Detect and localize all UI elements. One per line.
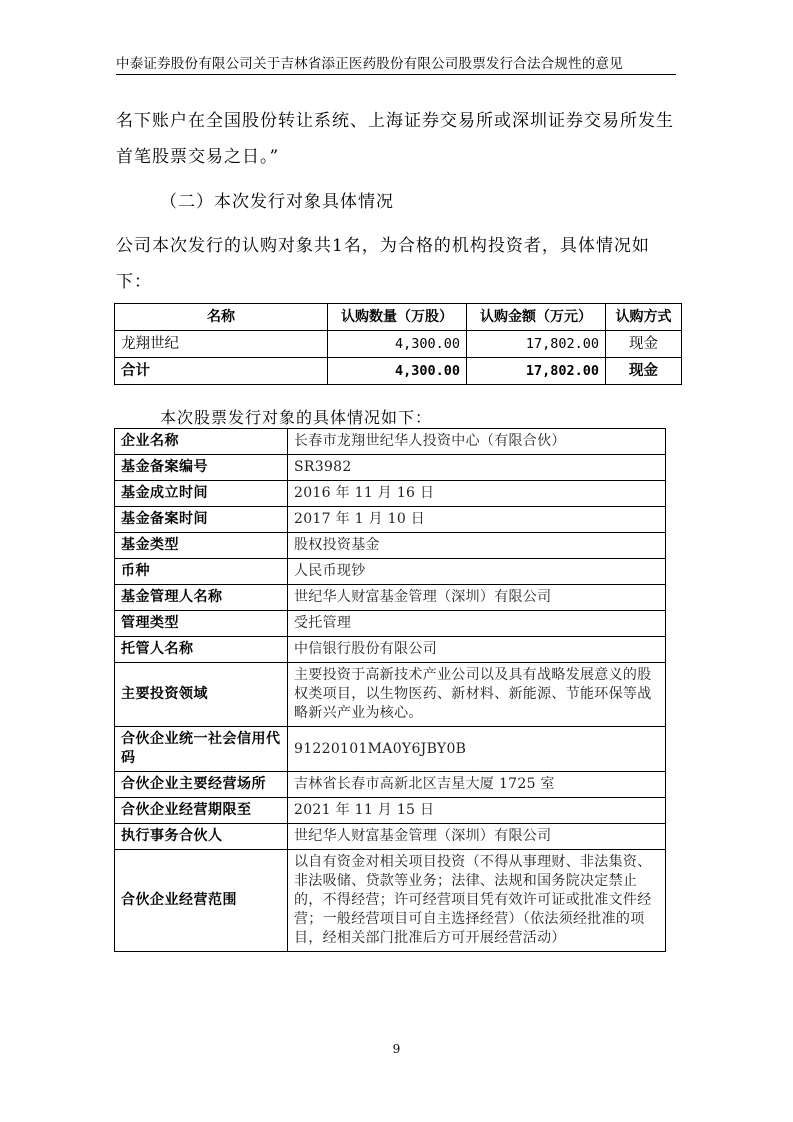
section-title: （二）本次发行对象具体情况 — [160, 192, 394, 212]
table-total-row — [115, 358, 682, 385]
investor-details-table — [114, 428, 666, 952]
field-label: 主要投资领域 — [115, 663, 288, 727]
field-value: 2021 年 11 月 15 日 — [288, 798, 666, 824]
table-row — [115, 824, 666, 850]
subscription-quantity: 4,300.00 — [328, 331, 467, 358]
table-row — [115, 637, 666, 663]
subscription-table — [114, 303, 682, 385]
table-row — [115, 798, 666, 824]
table-row — [115, 772, 666, 798]
paragraph-detail-intro: 本次股票发行对象的具体情况如下： — [160, 408, 433, 427]
table-row — [115, 507, 666, 533]
field-label: 合伙企业经营期限至 — [115, 798, 288, 824]
field-value: 中信银行股份有限公司 — [288, 637, 666, 663]
table-row — [115, 533, 666, 559]
subscription-amount: 17,802.00 — [467, 331, 606, 358]
field-label: 基金备案时间 — [115, 507, 288, 533]
column-header: 认购金额（万元） — [467, 304, 606, 331]
table-row — [115, 850, 666, 952]
field-value: 2016 年 11 月 16 日 — [288, 481, 666, 507]
field-label: 托管人名称 — [115, 637, 288, 663]
field-label: 管理类型 — [115, 611, 288, 637]
table-row — [115, 455, 666, 481]
table-row — [115, 481, 666, 507]
table-row — [115, 429, 666, 455]
table-row — [115, 611, 666, 637]
field-label: 合伙企业主要经营场所 — [115, 772, 288, 798]
field-label: 币种 — [115, 559, 288, 585]
field-value: 以自有资金对相关项目投资（不得从事理财、非法集资、非法吸储、贷款等业务；法律、法规和国务院决定禁止的，不得经营；许可经营项目凭有效许可证或批准文件经营；一般经营项目可自主选择经营）（依法须经批准的项目，经相关部门批准后方可开展经营活动） — [288, 850, 666, 952]
column-header: 认购数量（万股） — [328, 304, 467, 331]
field-value: 人民币现钞 — [288, 559, 666, 585]
column-header: 认购方式 — [606, 304, 682, 331]
field-label: 基金成立时间 — [115, 481, 288, 507]
total-amount: 17,802.00 — [467, 358, 606, 385]
header-rule — [116, 74, 676, 75]
table-row — [115, 585, 666, 611]
field-value: 股权投资基金 — [288, 533, 666, 559]
field-label: 基金管理人名称 — [115, 585, 288, 611]
total-method: 现金 — [606, 358, 682, 385]
table-row — [115, 727, 666, 772]
field-value: 世纪华人财富基金管理（深圳）有限公司 — [288, 824, 666, 850]
table-header-row — [115, 304, 682, 331]
field-label: 基金类型 — [115, 533, 288, 559]
field-label: 合伙企业经营范围 — [115, 850, 288, 952]
field-value: 长春市龙翔世纪华人投资中心（有限合伙） — [288, 429, 666, 455]
subscription-method: 现金 — [606, 331, 682, 358]
column-header: 名称 — [115, 304, 328, 331]
total-label: 合计 — [115, 358, 328, 385]
paragraph-intro: 公司本次发行的认购对象共1名，为合格的机构投资者，具体情况如下： — [116, 236, 650, 292]
table-row — [115, 331, 682, 358]
field-value: 2017 年 1 月 10 日 — [288, 507, 666, 533]
field-value: 91220101MA0Y6JBY0B — [288, 727, 666, 772]
field-label: 合伙企业统一社会信用代码 — [115, 727, 288, 772]
field-label: 企业名称 — [115, 429, 288, 455]
running-header: 中泰证券股份有限公司关于吉林省添正医药股份有限公司股票发行合法合规性的意见 — [116, 56, 623, 72]
field-label: 执行事务合伙人 — [115, 824, 288, 850]
paragraph-continuation: 名下账户在全国股份转让系统、上海证券交易所或深圳证券交易所发生首笔股票交易之日。” — [116, 111, 674, 167]
field-value: SR3982 — [288, 455, 666, 481]
field-label: 基金备案编号 — [115, 455, 288, 481]
table-row — [115, 663, 666, 727]
subscriber-name: 龙翔世纪 — [115, 331, 328, 358]
field-value: 主要投资于高新技术产业公司以及具有战略发展意义的股权类项目，以生物医药、新材料、新能源、节能环保等战略新兴产业为核心。 — [288, 663, 666, 727]
field-value: 世纪华人财富基金管理（深圳）有限公司 — [288, 585, 666, 611]
page-number: 9 — [392, 1042, 401, 1056]
field-value: 受托管理 — [288, 611, 666, 637]
total-quantity: 4,300.00 — [328, 358, 467, 385]
field-value: 吉林省长春市高新北区吉星大厦 1725 室 — [288, 772, 666, 798]
table-row — [115, 559, 666, 585]
